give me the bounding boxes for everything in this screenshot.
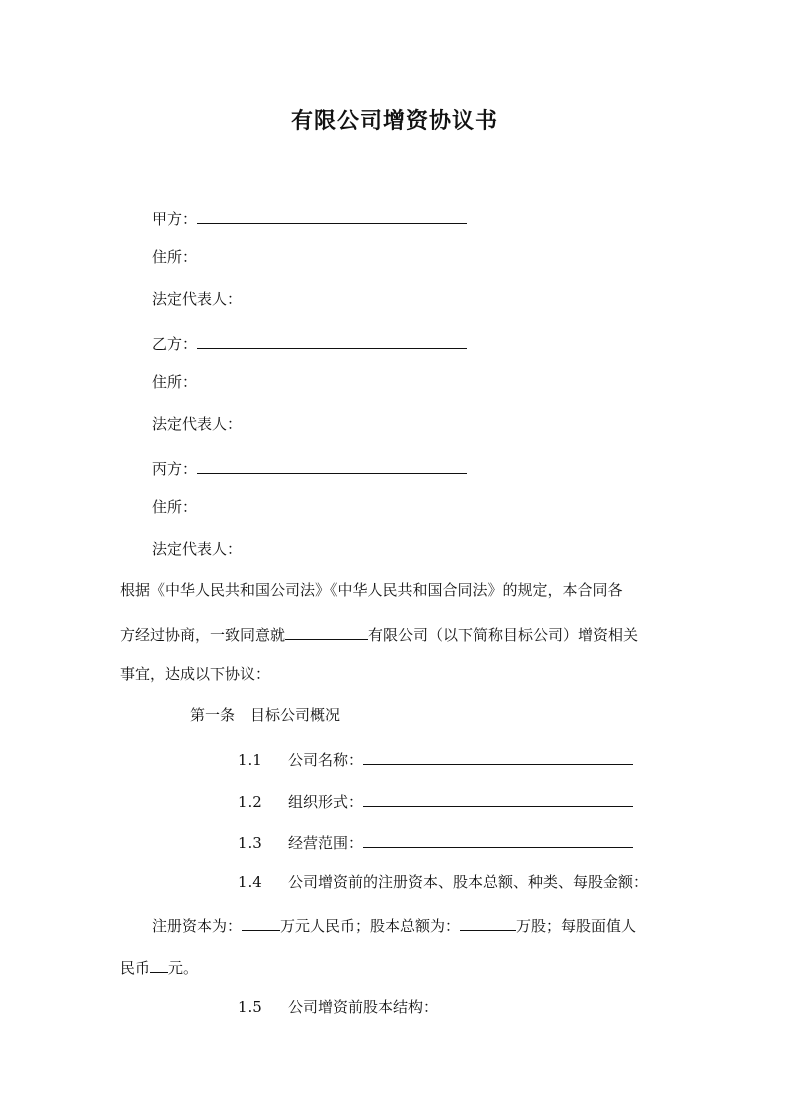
party-c-label: 丙方： [152,460,198,478]
par-value-unit: 元。 [168,959,199,977]
item-1-1 [238,747,633,770]
capital-label: 注册资本为： [152,917,243,935]
item-1-5-number: 1.5 [238,998,262,1016]
total-shares-blank[interactable] [460,913,516,931]
capital-line [152,913,636,936]
party-a-line [152,206,467,229]
item-1-5 [238,997,438,1017]
party-a-rep: 法定代表人： [152,290,243,308]
par-value-blank[interactable] [150,955,168,973]
item-1-4-number: 1.4 [238,873,262,891]
registered-capital-blank[interactable] [242,913,280,931]
par-value-label: 民币 [120,959,151,977]
business-scope-field[interactable] [363,830,633,848]
preamble-line-2-start: 方经过协商，一致同意就 [120,626,286,644]
party-a-address: 住所： [152,248,198,266]
party-b-label: 乙方： [152,335,198,353]
party-b-address: 住所： [152,373,198,391]
company-name-field[interactable] [363,747,633,765]
preamble-line-1: 根据《中华人民共和国公司法》《中华人民共和国合同法》的规定，本合同各 [120,581,623,599]
party-b-line [152,331,467,354]
party-c-address: 住所： [152,498,198,516]
organization-form-field[interactable] [363,789,633,807]
item-1-4-label: 公司增资前的注册资本、股本总额、种类、每股金额： [288,873,649,891]
party-b-rep: 法定代表人： [152,415,243,433]
party-c-rep: 法定代表人： [152,540,243,558]
item-1-3-label: 经营范围： [288,834,364,852]
item-1-2-label: 组织形式： [288,793,364,811]
party-b-blank[interactable] [197,331,467,349]
company-name-blank[interactable] [285,622,368,640]
capital-unit-label: 万元人民币；股本总额为： [280,917,461,935]
preamble-line-2 [120,622,638,645]
party-c-blank[interactable] [197,456,467,474]
item-1-5-label: 公司增资前股本结构： [288,998,439,1016]
item-1-2 [238,789,633,812]
item-1-1-number: 1.1 [238,751,262,769]
item-1-3 [238,830,633,853]
item-1-3-number: 1.3 [238,834,262,852]
party-c-line [152,456,467,479]
party-a-label: 甲方： [152,210,198,228]
item-1-4 [238,872,648,892]
preamble-line-3: 事宜，达成以下协议： [120,665,271,683]
article-1-heading: 第一条 目标公司概况 [190,706,341,724]
shares-unit-label: 万股；每股面值人 [516,917,637,935]
item-1-2-number: 1.2 [238,793,262,811]
par-value-line [120,955,198,978]
party-a-blank[interactable] [197,206,467,224]
item-1-1-label: 公司名称： [288,751,364,769]
document-title: 有限公司增资协议书 [290,108,498,134]
preamble-line-2-end: 有限公司（以下简称目标公司）增资相关 [368,626,639,644]
